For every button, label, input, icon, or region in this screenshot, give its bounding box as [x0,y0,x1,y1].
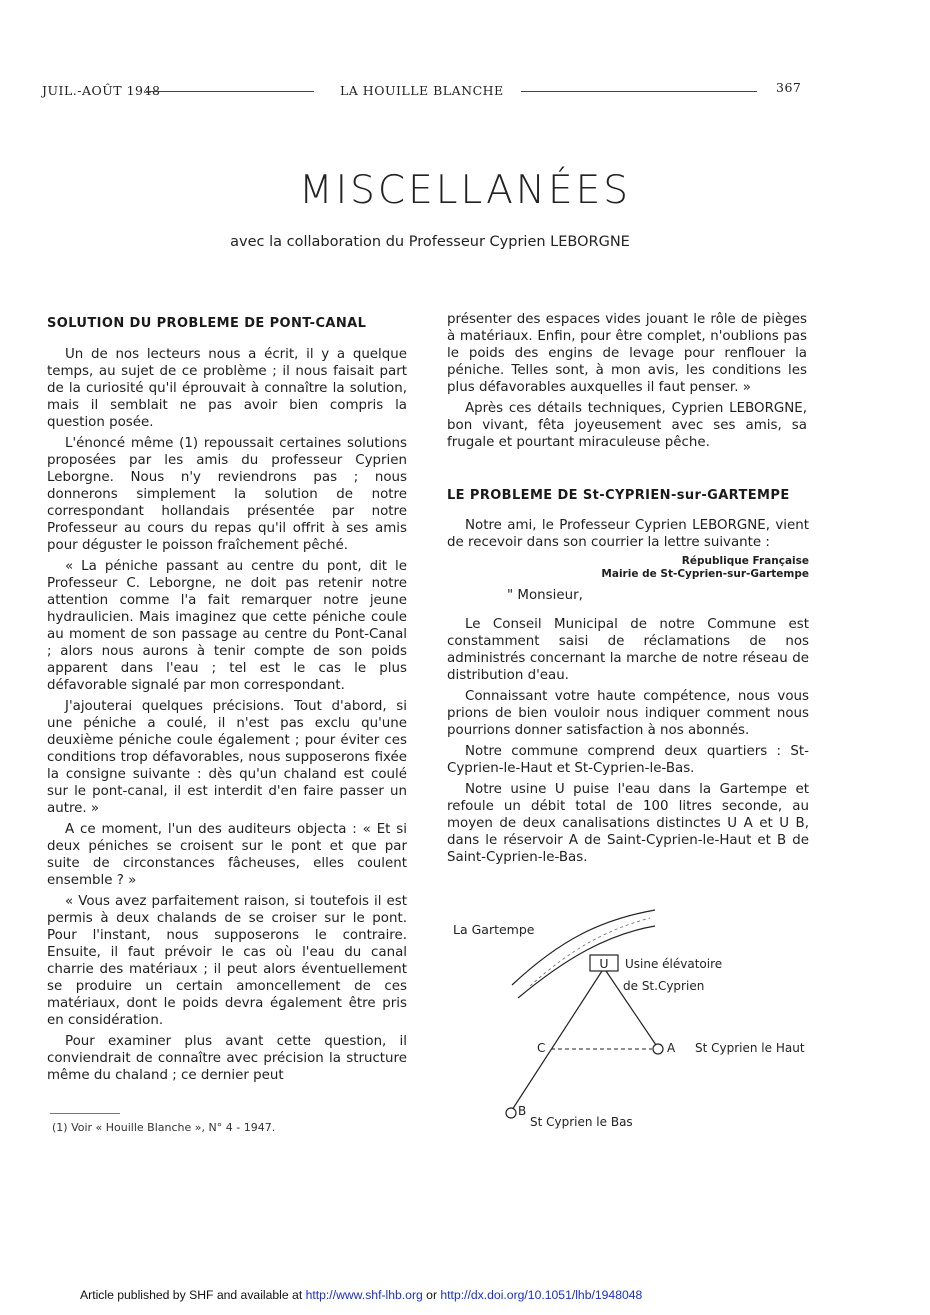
footer-prefix: Article published by SHF and available at [80,1288,306,1302]
section2-heading-box [447,488,809,503]
letterhead-mairie: Mairie de St-Cyprien-sur-Gartempe [601,568,809,580]
plant-label-line1: Usine élévatoire [625,957,723,971]
section2-intro: Notre ami, le Professeur Cyprien LEBORGNE, vient de recevoir dans son courrier la lettre suivante : [447,518,809,550]
letterhead-republique: République Française [681,555,809,567]
section1-paragraph: Un de nos lecteurs nous a écrit, il y a quelque temps, au sujet de ce problème ; il nous faisait part de la curiosité qu'il éprouvait à connaître la solution, mais il semblait ne pas avoir bien compris la question posée. [47,347,407,430]
section1-paragraph: « La péniche passant au centre du pont, dit le Professeur C. Leborgne, ne doit pas retenir notre attention comme l'a fait remarquer notre jeune hydraulicien. Mais imaginez que cette péniche coule au moment de son passage au centre du Pont-Canal ; alors nous aurons à tenir compte de son poids apparent dans l'eau ; tel est le cas le plus défavorable signalé par mon correspondant. [47,559,407,693]
left-column [47,346,407,1088]
section1-paragraph: J'ajouterai quelques précisions. Tout d'abord, si une péniche a coulé, il n'est pas exclu qu'une deuxième péniche coule également ; pour éviter ces conditions trop défavorables, nous supposerons fixée la consigne suivante : dès qu'un chaland est coulé sur le pont-canal, il est interdit d'en faire passer un autre. » [47,699,407,816]
pumping-plant-letter: U [599,956,609,971]
continuation-paragraph: présenter des espaces vides jouant le rôle de pièges à matériaux. Enfin, pour être complet, n'oublions pas le poids des engins de levage pour renflouer la péniche. Telles sont, à mon avis, les conditions les plus défavorables auxquelles il faut penser. » [447,312,807,395]
publisher-footer [80,1288,642,1302]
page-title: MISCELLANÉES [298,168,632,213]
section1-heading-box [47,316,407,331]
footnote-rule [50,1113,120,1114]
header-rule-right [521,91,757,92]
section1-paragraph: A ce moment, l'un des auditeurs objecta : « Et si deux péniches se croisent sur le pont et que par suite de circonstances fâcheuses, elles coulent ensemble ? » [47,822,407,888]
section1-paragraph: « Vous avez parfaitement raison, si toutefois il est permis à deux chalands de se croiser sur le pont. Pour l'instant, nous supposerons le contraire. Ensuite, il faut prévoir le cas où l'eau du canal charrie des matériaux ; il peut alors éventuellement se produire un certain amoncellement de ces matériaux, dont le poids devra également être pris en considération. [47,894,407,1028]
continuation-paragraph: Après ces détails techniques, Cyprien LEBORGNE, bon vivant, fêta joyeusement avec ses amis, sa frugale et pourtant miraculeuse pêche. [447,401,807,450]
point-b-label: B [518,1104,527,1118]
letter-paragraph: Le Conseil Municipal de notre Commune est constamment saisi de réclamations de nos administrés concernant la marche de notre réseau de distribution d'eau. [447,617,809,683]
reservoir-a-marker [653,1044,663,1054]
section1-heading: SOLUTION DU PROBLEME DE PONT-CANAL [47,316,367,331]
header-page-number: 367 [776,80,802,95]
footer-link-shf[interactable]: http://www.shf-lhb.org [305,1288,423,1302]
header-date: JUIL.-AOÛT 1948 [42,83,161,98]
section1-paragraph: Pour examiner plus avant cette question, il conviendrait de connaître avec précision la structure même du chaland ; ce dernier peut [47,1034,407,1083]
page-subtitle: avec la collaboration du Professeur Cyprien LEBORGNE [230,234,630,250]
reservoir-b-label: St Cyprien le Bas [530,1115,633,1129]
water-network-diagram [440,900,840,1140]
plant-label-line2: de St.Cyprien [623,979,705,993]
letter-paragraph: Notre commune comprend deux quartiers : St-Cyprien-le-Haut et St-Cyprien-le-Bas. [447,744,809,776]
letter-paragraph: Notre usine U puise l'eau dans la Gartempe et refoule un débit total de 100 litres seconde, au moyen de deux canalisations distinctes U A et U B, dans le réservoir A de Saint-Cyprien-le-Haut et B de Saint-Cyprien-le-Bas. [447,782,809,865]
reservoir-a-label: St Cyprien le Haut [695,1041,805,1055]
header-rule-left [146,91,314,92]
letter-paragraph: Connaissant votre haute compétence, nous vous prions de bien vouloir nous indiquer comment nous pourrions donner satisfaction à nos abonnés. [447,689,809,738]
point-a-label: A [667,1041,676,1055]
letter-salutation: " Monsieur, [507,588,583,603]
reservoir-b-marker [506,1108,516,1118]
footnote: (1) Voir « Houille Blanche », N° 4 - 1947. [52,1121,276,1134]
section2-heading: LE PROBLEME DE St-CYPRIEN-sur-GARTEMPE [447,488,790,503]
right-column-letter [447,517,809,870]
letterhead [447,555,809,581]
point-c-label: C [537,1041,546,1055]
river-label: La Gartempe [453,922,535,937]
right-column-continuation [447,311,807,455]
section1-paragraph: L'énoncé même (1) repoussait certaines solutions proposées par les amis du professeur Cyprien Leborgne. Nous n'y reviendrons pas ; nous donnerons simplement la solution de notre correspondant hollandais présentée par notre Professeur au cours du repas qu'il offrit à ses amis pour déguster le poisson fraîchement pêché. [47,436,407,553]
footer-link-doi[interactable]: http://dx.doi.org/10.1051/lhb/1948048 [440,1288,643,1302]
header-journal: LA HOUILLE BLANCHE [340,83,504,98]
river-hatching [530,918,650,986]
footer-middle: or [422,1288,441,1302]
